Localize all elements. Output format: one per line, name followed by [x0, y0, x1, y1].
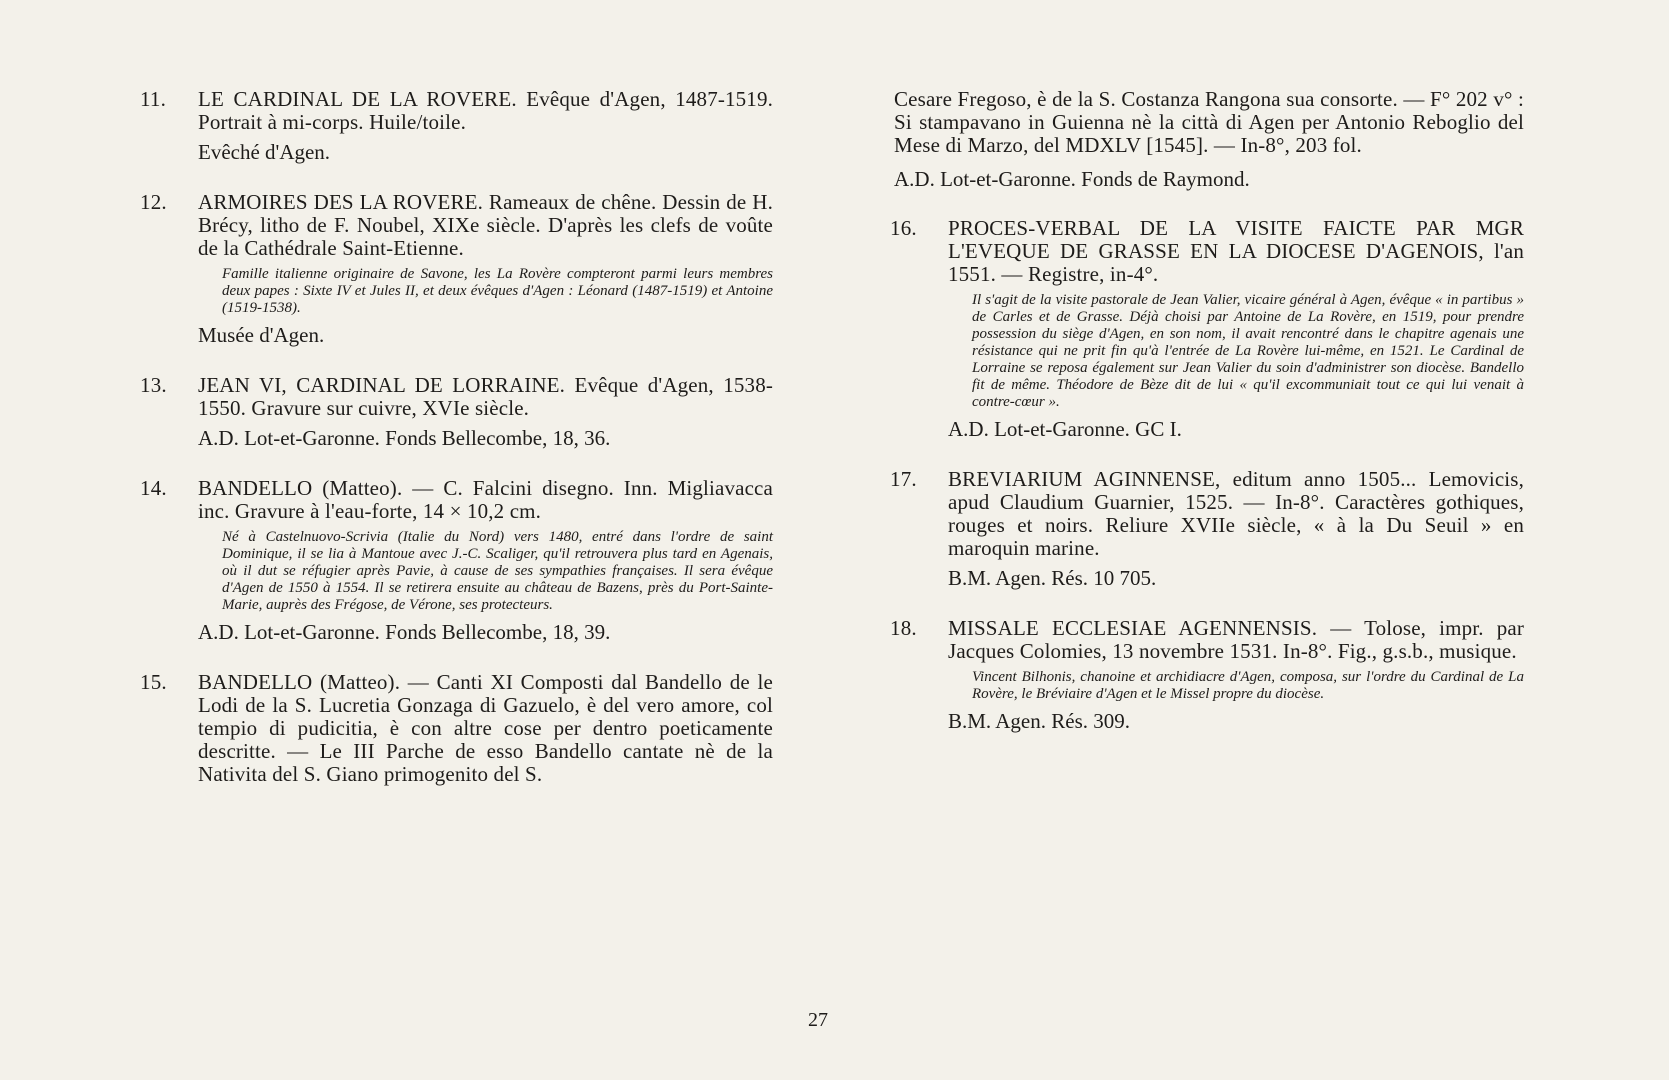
entry-title: PROCES-VERBAL DE LA VISITE FAICTE PAR MGR L'EVEQUE DE GRASSE EN LA DIOCESE D'AGENOIS, l'an 1551. — Registre, in-4°.	[948, 216, 1524, 286]
catalogue-entry-14	[140, 477, 773, 644]
entry-number: 13.	[140, 373, 167, 397]
entry-title-continued: Cesare Fregoso, è de la S. Costanza Rangona sua consorte. — F° 202 v° : Si stampavano in Guienna nè la città di Agen per Antonio Reboglio del Mese di Marzo, del MDXLV [1545]. — In-8°, 203 fol.	[894, 87, 1524, 157]
left-column	[140, 88, 773, 813]
catalogue-entry-13	[140, 374, 773, 450]
entry-title: LE CARDINAL DE LA ROVERE. Evêque d'Agen, 1487-1519. Portrait à mi-corps. Huile/toile.	[198, 87, 773, 134]
entry-number: 14.	[140, 476, 167, 500]
right-column	[890, 88, 1524, 760]
catalogue-entry-15-continued	[890, 88, 1524, 191]
entry-note: Il s'agit de la visite pastorale de Jean Valier, vicaire général à Agen, évêque « in partibus » de Carles et de Grasse. Déjà choisi par Antoine de La Rovère, en 1519, pour prendre possession du siège d'Agen, en son nom, il avait rencontré dans le chapitre agenais une résistance qui ne prit fin qu'à l'entrée de La Rovère lui-même, en 1521. Le Cardinal de Lorraine se reposa également sur Jean Valier du soin d'administrer son diocèse. Bandello fit de même. Théodore de Bèze dit de lui « qu'il excommuniait tout ce qui lui venait à contre-cœur ».	[972, 292, 1524, 410]
entry-source: A.D. Lot-et-Garonne. Fonds de Raymond.	[894, 167, 1250, 191]
catalogue-entry-12	[140, 191, 773, 347]
entry-source: A.D. Lot-et-Garonne. GC I.	[948, 417, 1182, 441]
catalogue-entry-18	[890, 617, 1524, 733]
catalogue-entry-11	[140, 88, 773, 164]
catalogue-entry-16	[890, 217, 1524, 441]
entry-note: Vincent Bilhonis, chanoine et archidiacre d'Agen, composa, sur l'ordre du Cardinal de La Rovère, le Bréviaire d'Agen et le Missel propre du diocèse.	[972, 669, 1524, 702]
entry-title: ARMOIRES DES LA ROVERE. Rameaux de chêne. Dessin de H. Brécy, litho de F. Noubel, XIXe siècle. D'après les clefs de voûte de la Cathédrale Saint-Etienne.	[198, 190, 773, 260]
catalogue-entry-17	[890, 468, 1524, 590]
entry-source: B.M. Agen. Rés. 309.	[948, 709, 1131, 733]
page-number: 27	[808, 1009, 828, 1031]
entry-source: A.D. Lot-et-Garonne. Fonds Bellecombe, 18, 39.	[198, 620, 611, 644]
entry-title: BANDELLO (Matteo). — C. Falcini disegno. Inn. Migliavacca inc. Gravure à l'eau-forte, 14 × 10,2 cm.	[198, 476, 773, 523]
entry-title: BANDELLO (Matteo). — Canti XI Composti dal Bandello de le Lodi de la S. Lucretia Gonzaga di Gazuelo, è del vero amore, col tempio di pudicitia, è con altre cose per dentro poeticamente descritte. — Le III Parche de esso Bandello cantate nè de la Nativita del S. Giano primogenito del S.	[198, 670, 773, 786]
entry-title: BREVIARIUM AGINNENSE, editum anno 1505... Lemovicis, apud Claudium Guarnier, 1525. — In-8°. Caractères gothiques, rouges et noirs. Reliure XVIIe siècle, « à la Du Seuil » en maroquin marine.	[948, 467, 1524, 560]
entry-number: 15.	[140, 670, 167, 694]
entry-number: 18.	[890, 616, 917, 640]
entry-source: B.M. Agen. Rés. 10 705.	[948, 566, 1157, 590]
entry-title: JEAN VI, CARDINAL DE LORRAINE. Evêque d'Agen, 1538-1550. Gravure sur cuivre, XVIe siècle.	[198, 373, 773, 420]
entry-note: Famille italienne originaire de Savone, les La Rovère compteront parmi leurs membres deux papes : Sixte IV et Jules II, et deux évêques d'Agen : Léonard (1487-1519) et Antoine (1519-1538).	[222, 266, 773, 316]
catalogue-entry-15	[140, 671, 773, 786]
entry-source: A.D. Lot-et-Garonne. Fonds Bellecombe, 18, 36.	[198, 426, 611, 450]
entry-source: Musée d'Agen.	[198, 323, 325, 347]
entry-number: 12.	[140, 190, 167, 214]
entry-title: MISSALE ECCLESIAE AGENNENSIS. — Tolose, impr. par Jacques Colomies, 13 novembre 1531. In-8°. Fig., g.s.b., musique.	[948, 616, 1524, 663]
entry-source: Evêché d'Agen.	[198, 140, 331, 164]
entry-note: Né à Castelnuovo-Scrivia (Italie du Nord) vers 1480, entré dans l'ordre de saint Dominique, il se lia à Mantoue avec J.-C. Scaliger, qu'il retrouvera plus tard en Agenais, où il dut se réfugier après Pavie, à cause de ses sympathies françaises. Il sera évêque d'Agen de 1550 à 1554. Il se retirera ensuite au château de Bazens, près du Port-Sainte-Marie, auprès des Frégose, de Vérone, ses protecteurs.	[222, 529, 773, 613]
entry-number: 11.	[140, 87, 167, 111]
entry-number: 16.	[890, 216, 917, 240]
entry-number: 17.	[890, 467, 917, 491]
